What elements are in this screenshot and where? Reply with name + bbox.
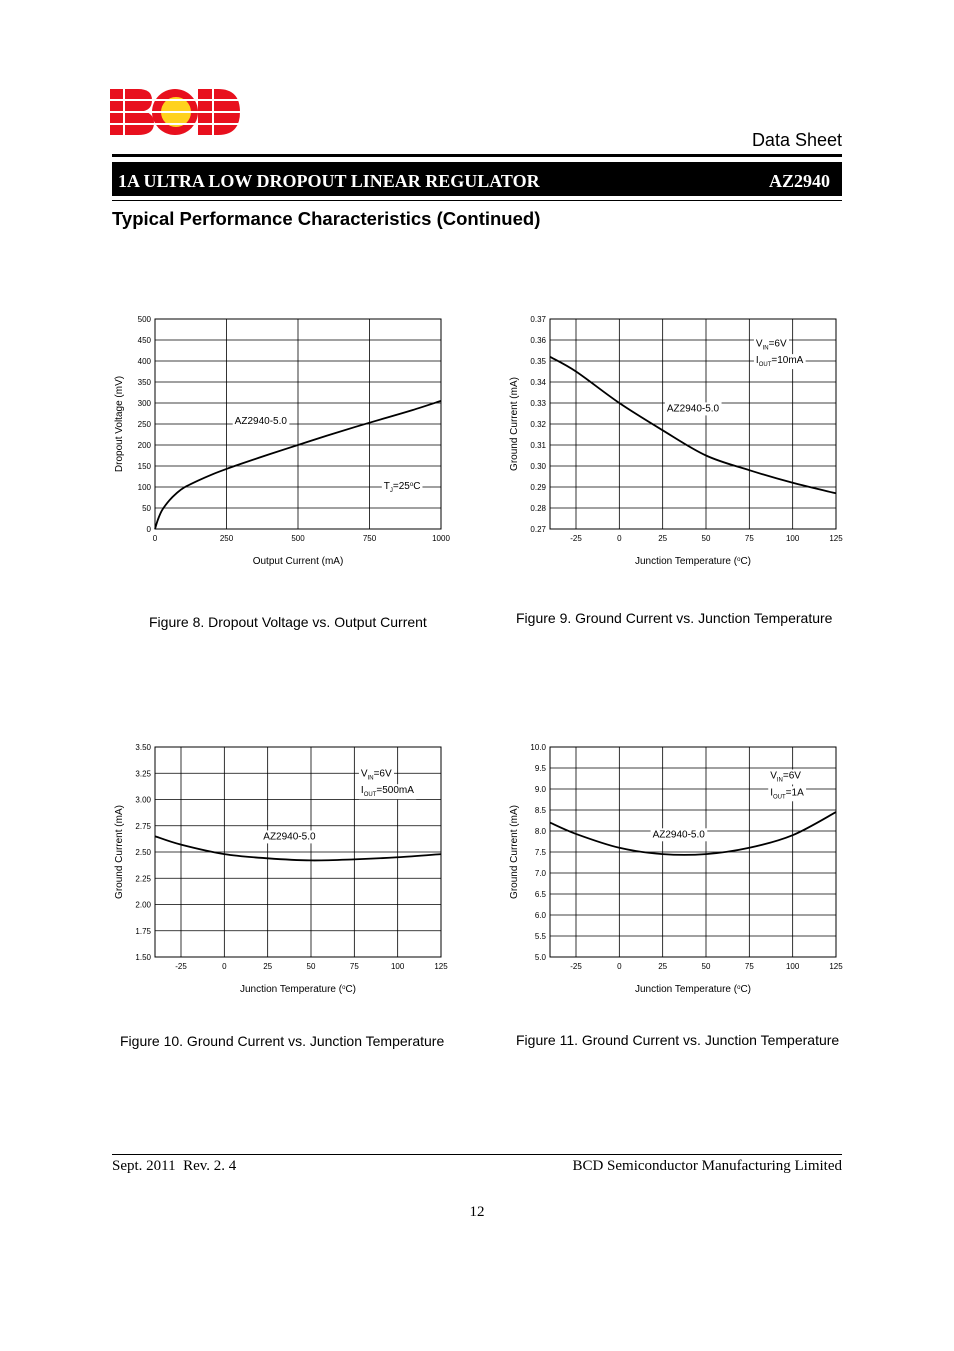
y-tick-label: 50 <box>142 504 151 513</box>
x-tick-label: 0 <box>617 534 622 543</box>
y-tick-label: 10.0 <box>530 743 546 752</box>
y-tick-label: 250 <box>137 420 151 429</box>
y-tick-label: 3.00 <box>135 795 151 805</box>
x-tick-label: 50 <box>701 534 711 543</box>
y-tick-label: 0.35 <box>530 357 546 366</box>
figure-8-chart <box>100 300 460 580</box>
y-axis-label: Ground Current (mA) <box>114 805 125 899</box>
annotation-superscript: o <box>409 482 414 489</box>
y-tick-label: 1.50 <box>135 953 151 962</box>
figure-10-chart <box>100 728 460 1008</box>
annotation-unit: C <box>413 481 421 493</box>
annotation-subscript: OUT <box>363 792 377 799</box>
y-tick-label: 100 <box>137 483 151 492</box>
annotation-suffix: =6V <box>782 770 801 782</box>
title-banner <box>112 162 842 196</box>
y-tick-label: 5.5 <box>534 932 546 941</box>
annotation-subscript: IN <box>367 775 374 782</box>
x-tick-label: 100 <box>785 534 800 543</box>
y-tick-label: 150 <box>137 462 151 471</box>
annotation-subscript: IN <box>762 345 769 352</box>
x-tick-label: 0 <box>617 962 622 971</box>
chart-annotation: $V_{IN}=6V$ <box>770 770 801 784</box>
figure-11-chart <box>495 728 855 1008</box>
x-tick-label: -25 <box>175 962 187 971</box>
x-axis-label: Junction Temperature ($^o$C) <box>240 984 356 995</box>
header-rule <box>112 154 842 157</box>
part-number: AZ2940 <box>768 171 830 191</box>
chart-annotation: $I_{OUT}=10mA$ <box>755 355 804 369</box>
x-axis-label-sup: o <box>737 557 741 563</box>
y-tick-label: 8.5 <box>534 806 546 815</box>
footer-revision: Sept. 2011 Rev. 2. 4 <box>112 1158 237 1174</box>
header-rule-thin <box>112 200 842 201</box>
x-axis-label-end: C) <box>740 984 751 995</box>
x-axis-label: Junction Temperature ($^o$C) <box>635 556 751 567</box>
y-tick-label: 2.00 <box>135 900 151 910</box>
section-title: Typical Performance Characteristics (Continued) <box>112 208 541 229</box>
page-number: 12 <box>469 1204 485 1220</box>
x-tick-label: 125 <box>829 534 843 543</box>
x-axis-label-sup: o <box>737 985 741 991</box>
series-line <box>550 357 836 494</box>
y-tick-label: 0.36 <box>530 336 546 345</box>
y-tick-label: 7.0 <box>534 869 546 878</box>
y-tick-label: 0 <box>146 525 151 534</box>
y-axis-label: Ground Current (mA) <box>509 805 520 899</box>
y-tick-label: 0.29 <box>530 483 546 492</box>
x-tick-label: 50 <box>306 962 316 971</box>
x-axis-label-end: C) <box>345 984 356 995</box>
y-tick-label: 2.50 <box>135 848 151 857</box>
annotation-subscript: J <box>389 488 393 495</box>
chart-annotation: $T_J=25^oC$ <box>383 481 421 495</box>
y-tick-label: 2.75 <box>135 821 151 831</box>
chart-annotation: AZ2940-5.0 <box>234 416 287 427</box>
figure-9-chart <box>495 300 855 580</box>
annotation-suffix: =1A <box>785 787 804 799</box>
x-axis-label: Junction Temperature ($^o$C) <box>635 984 751 995</box>
bcd-logo <box>108 88 242 136</box>
y-tick-label: 3.25 <box>135 769 151 779</box>
x-tick-label: 125 <box>829 962 843 971</box>
x-tick-label: 500 <box>291 534 305 543</box>
chart-annotation: AZ2940-5.0 <box>263 831 316 843</box>
chart-annotation: $V_{IN}=6V$ <box>360 768 392 782</box>
annotation-suffix: =10mA <box>771 355 804 367</box>
y-tick-label: 0.27 <box>530 525 546 534</box>
annotation-subscript: OUT <box>758 362 772 369</box>
y-tick-label: 0.34 <box>530 378 546 387</box>
y-tick-label: 200 <box>137 441 151 450</box>
x-tick-label: 50 <box>701 962 711 971</box>
y-tick-label: 6.5 <box>534 890 546 899</box>
x-tick-label: 100 <box>390 962 405 971</box>
figure-11-caption: Figure 11. Ground Current vs. Junction Temperature <box>516 1032 840 1048</box>
y-tick-label: 0.32 <box>530 420 546 429</box>
y-tick-label: 2.25 <box>135 874 151 884</box>
x-tick-label: 25 <box>263 962 273 971</box>
y-tick-label: 0.28 <box>530 504 546 513</box>
y-tick-label: 0.31 <box>530 441 546 450</box>
x-tick-label: 125 <box>434 962 448 971</box>
y-axis-label: Dropout Voltage (mV) <box>114 375 125 473</box>
y-tick-label: 0.37 <box>530 315 546 324</box>
x-tick-label: -25 <box>570 962 582 971</box>
x-tick-label: 0 <box>222 962 227 971</box>
annotation-subscript: OUT <box>773 794 786 801</box>
x-axis-label-sup: o <box>342 985 346 991</box>
annotation-suffix: =500mA <box>376 785 414 797</box>
y-tick-label: 5.0 <box>534 953 546 962</box>
y-tick-label: 9.5 <box>534 764 546 773</box>
chart-annotation: $I_{OUT}=500mA$ <box>360 785 414 799</box>
chart-annotation: AZ2940-5.0 <box>666 403 720 415</box>
y-tick-label: 0.30 <box>530 462 546 471</box>
y-tick-label: 450 <box>137 336 151 345</box>
figure-8-caption: Figure 8. Dropout Voltage vs. Output Current <box>149 614 427 630</box>
y-tick-label: 350 <box>137 378 151 387</box>
footer-company: BCD Semiconductor Manufacturing Limited <box>572 1158 842 1174</box>
y-tick-label: 500 <box>137 315 151 324</box>
x-axis-label: Output Current (mA) <box>252 556 344 567</box>
y-tick-label: 1.75 <box>135 926 151 936</box>
x-tick-label: 1000 <box>432 534 450 543</box>
figure-10-caption: Figure 10. Ground Current vs. Junction Temperature <box>120 1033 445 1049</box>
y-tick-label: 9.0 <box>534 785 546 794</box>
x-tick-label: 75 <box>349 962 359 971</box>
x-tick-label: 0 <box>152 534 158 543</box>
grid <box>155 319 441 529</box>
chart-annotation: $I_{OUT}=1A$ <box>770 787 804 801</box>
x-tick-label: 25 <box>658 534 668 543</box>
footer-rule <box>112 1154 842 1155</box>
x-tick-label: 75 <box>744 962 754 971</box>
grid <box>155 747 441 957</box>
annotation-subscript: IN <box>776 777 783 784</box>
x-tick-label: 250 <box>219 534 234 543</box>
product-title: 1A ULTRA LOW DROPOUT LINEAR REGULATOR <box>118 171 540 191</box>
chart-annotation: $V_{IN}=6V$ <box>755 338 787 352</box>
annotation-suffix: =6V <box>373 768 392 780</box>
y-tick-label: 7.5 <box>534 848 546 857</box>
y-axis-label: Ground Current (mA) <box>509 377 520 471</box>
x-tick-label: 75 <box>744 534 754 543</box>
x-tick-label: -25 <box>570 534 582 543</box>
y-tick-label: 300 <box>137 399 151 408</box>
figure-9-caption: Figure 9. Ground Current vs. Junction Temperature <box>516 610 833 626</box>
grid <box>550 319 836 529</box>
y-tick-label: 400 <box>137 357 151 366</box>
y-tick-label: 6.0 <box>534 911 546 920</box>
x-tick-label: 100 <box>785 962 800 971</box>
doc-type: Data Sheet <box>751 130 842 150</box>
x-tick-label: 750 <box>362 534 377 543</box>
x-axis-label-end: C) <box>740 556 751 567</box>
y-tick-label: 8.0 <box>534 827 546 836</box>
annotation-suffix: =6V <box>768 338 787 350</box>
annotation-suffix: =25 <box>392 481 410 493</box>
y-tick-label: 0.33 <box>530 399 546 408</box>
x-tick-label: 25 <box>658 962 668 971</box>
y-tick-label: 3.50 <box>135 743 151 752</box>
chart-annotation: AZ2940-5.0 <box>652 829 705 841</box>
